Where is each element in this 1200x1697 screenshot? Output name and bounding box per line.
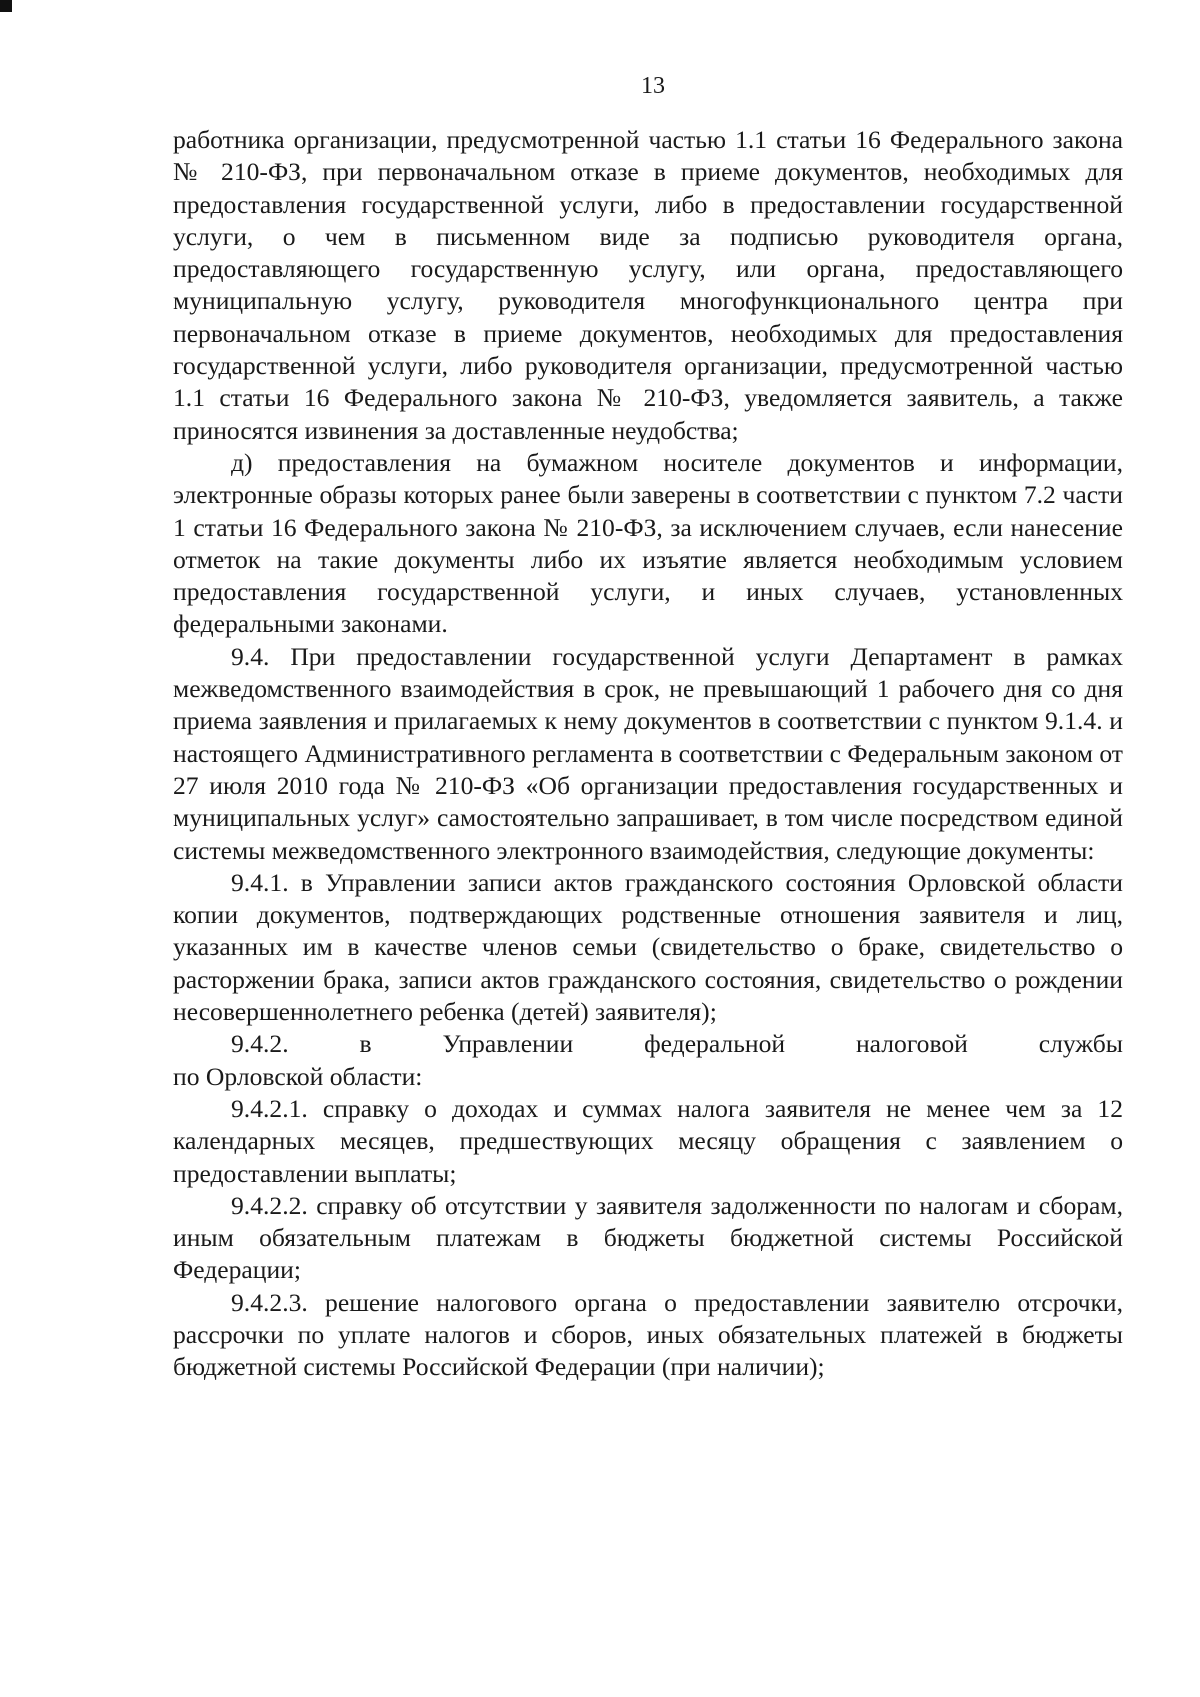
paragraph-9-4-2-word: Управлении (442, 1029, 574, 1059)
paragraph-9-4-2-word: 9.4.2. (231, 1029, 289, 1059)
paragraph-9-4-2-continuation: по Орловской области: (173, 1061, 423, 1091)
paragraph-9-4-2-first-line (173, 1028, 1123, 1060)
paragraph-9-4-2-1: 9.4.2.1. справку о доходах и суммах налога заявителя не менее чем за 12 календарных месяцев, предшествующих месяцу обращения с заявлением о предоставлении выплаты; (173, 1093, 1123, 1188)
paragraph-9-4: 9.4. При предоставлении государственной услуги Департамент в рамках межведомственного взаимодействия в срок, не превышающий 1 рабочего дня со дня приема заявления и прилагаемых к нему документов в соответствии с пунктом 9.1.4. и настоящего Административного регламента в соответствии с Федеральным законом от 27 июля 2010 года № 210-ФЗ «Об организации предоставления государственных и муниципальных услуг» самостоятельно запрашивает, в том числе посредством единой системы межведомственного электронного взаимодействия, следующие документы: (173, 641, 1123, 865)
document-page (173, 70, 1123, 1384)
paragraph-9-4-2-word: службы (1038, 1029, 1123, 1059)
paragraph-item-d: д) предоставления на бумажном носителе документов и информации, электронные образы которых ранее были заверены в соответствии с пунктом 7.2 части 1 статьи 16 Федерального закона № 210-ФЗ, за исключением случаев, если нанесение отметок на такие документы либо их изъятие является необходимым условием предоставления государственной услуги, и иных случаев, установленных федеральными законами. (173, 447, 1123, 639)
paragraph-9-4-2-2: 9.4.2.2. справку об отсутствии у заявителя задолженности по налогам и сборам, иным обязательным платежам в бюджеты бюджетной системы Российской Федерации; (173, 1190, 1123, 1285)
paragraph-9-4-2-word: в (359, 1029, 372, 1059)
paragraph-continuation: работника организации, предусмотренной частью 1.1 статьи 16 Федерального закона № 210-ФЗ, при первоначальном отказе в приеме документов, необходимых для предоставления государственной услуги, либо в предоставлении государственной услуги, о чем в письменном виде за подписью руководителя органа, предоставляющего государственную услугу, или органа, предоставляющего муниципальную услугу, руководителя многофункционального центра при первоначальном отказе в приеме документов, необходимых для предоставления государственной услуги, либо руководителя организации, предусмотренной частью 1.1 статьи 16 Федерального закона № 210-ФЗ, уведомляется заявитель, а также приносятся извинения за доставленные неудобства; (173, 125, 1123, 445)
page-number: 13 (641, 73, 665, 99)
scan-corner-mark (0, 0, 12, 12)
paragraph-9-4-2-word: налоговой (855, 1029, 968, 1059)
paragraph-9-4-2-3: 9.4.2.3. решение налогового органа о предоставлении заявителю отсрочки, рассрочки по уплате налогов и сборов, иных обязательных платежей в бюджеты бюджетной системы Российской Федерации (при наличии); (173, 1287, 1123, 1382)
paragraph-9-4-1: 9.4.1. в Управлении записи актов гражданского состояния Орловской области копии документов, подтверждающих родственные отношения заявителя и лиц, указанных им в качестве членов семьи (свидетельство о браке, свидетельство о расторжении брака, записи актов гражданского состояния, свидетельство о рождении несовершеннолетнего ребенка (детей) заявителя); (173, 867, 1123, 1027)
paragraph-9-4-2-word: федеральной (644, 1029, 786, 1059)
